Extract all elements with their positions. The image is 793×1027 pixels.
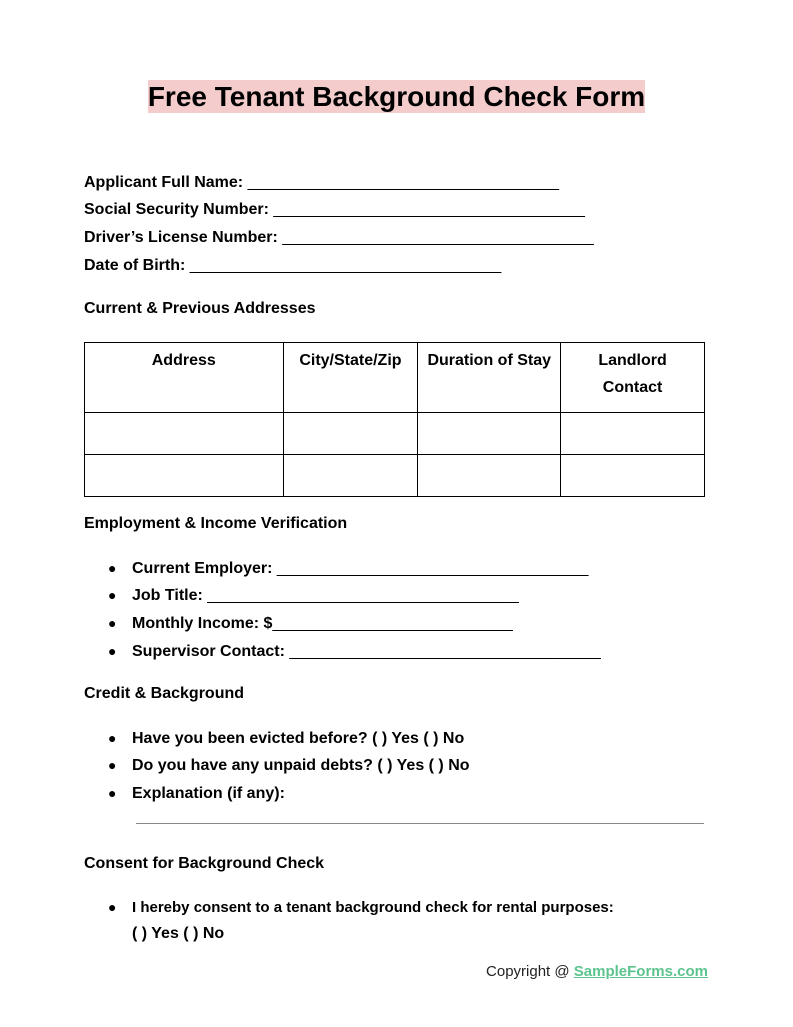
field-label: Driver’s License Number:	[84, 229, 278, 246]
unpaid-debts-question[interactable]	[108, 755, 470, 776]
current-employer-field[interactable]	[108, 558, 588, 579]
field-blank[interactable]: ___________________________________	[289, 643, 601, 660]
table-cell[interactable]	[561, 455, 705, 497]
job-title-field[interactable]	[108, 585, 519, 606]
table-cell[interactable]	[418, 455, 561, 497]
table-cell[interactable]	[85, 413, 284, 455]
bullet-icon: ●	[108, 730, 117, 746]
bullet-icon: ●	[108, 587, 117, 603]
field-label: Applicant Full Name:	[84, 174, 244, 191]
address-table	[84, 342, 705, 497]
field-blank[interactable]: ___________________________________	[207, 587, 519, 604]
explanation-line[interactable]	[136, 823, 704, 824]
employment-heading: Employment & Income Verification	[84, 515, 348, 532]
consent-heading: Consent for Background Check	[84, 855, 325, 872]
ssn-field[interactable]	[84, 200, 585, 220]
column-header-landlord-contact: Landlord Contact	[561, 343, 705, 413]
date-of-birth-field[interactable]	[84, 256, 501, 276]
column-header-city-state-zip: City/State/Zip	[283, 343, 418, 413]
applicant-name-field[interactable]	[84, 173, 559, 193]
copyright-text: Copyright @	[486, 963, 574, 980]
addresses-heading: Current & Previous Addresses	[84, 300, 316, 317]
bullet-icon: ●	[108, 560, 117, 576]
field-label: Job Title:	[132, 587, 203, 604]
footer-copyright	[486, 962, 708, 982]
field-label: Supervisor Contact:	[132, 643, 285, 660]
field-label: Explanation (if any):	[132, 785, 285, 802]
field-blank[interactable]: ___________________________________	[273, 201, 585, 218]
table-cell[interactable]	[283, 455, 418, 497]
bullet-icon: ●	[108, 615, 117, 631]
field-blank[interactable]: ___________________________________	[189, 257, 502, 274]
table-row	[85, 455, 705, 497]
table-cell[interactable]	[418, 413, 561, 455]
bullet-icon: ●	[108, 757, 117, 773]
supervisor-contact-field[interactable]	[108, 641, 601, 662]
page-title: Free Tenant Background Check Form	[147, 81, 646, 112]
bullet-icon: ●	[108, 785, 117, 801]
consent-text: I hereby consent to a tenant background check for rental purposes:	[132, 899, 614, 916]
explanation-field[interactable]	[108, 783, 285, 804]
field-label: Monthly Income: $	[132, 615, 273, 632]
consent-options[interactable]: ( ) Yes ( ) No	[132, 925, 225, 942]
column-header-duration: Duration of Stay	[418, 343, 561, 413]
table-cell[interactable]	[561, 413, 705, 455]
field-blank[interactable]: ___________________________	[272, 615, 513, 632]
question-text[interactable]: Have you been evicted before? ( ) Yes ( ) No	[132, 730, 465, 747]
question-text[interactable]: Do you have any unpaid debts? ( ) Yes ( ) No	[132, 757, 470, 774]
table-cell[interactable]	[85, 455, 284, 497]
consent-statement	[108, 897, 614, 918]
bullet-icon: ●	[108, 643, 117, 659]
field-blank[interactable]: ___________________________________	[282, 229, 594, 246]
field-blank[interactable]: ___________________________________	[276, 560, 589, 577]
table-cell[interactable]	[283, 413, 418, 455]
drivers-license-field[interactable]	[84, 228, 594, 248]
eviction-question[interactable]	[108, 728, 464, 749]
field-label: Date of Birth:	[84, 257, 186, 274]
field-label: Current Employer:	[132, 560, 273, 577]
title-container	[0, 80, 793, 113]
bullet-icon: ●	[108, 899, 117, 915]
column-header-address: Address	[85, 343, 284, 413]
table-header-row	[85, 343, 705, 413]
sampleforms-link[interactable]: SampleForms.com	[573, 963, 708, 980]
credit-heading: Credit & Background	[84, 685, 245, 702]
monthly-income-field[interactable]	[108, 613, 513, 634]
table-row	[85, 413, 705, 455]
field-label: Social Security Number:	[84, 201, 269, 218]
field-blank[interactable]: ___________________________________	[247, 174, 560, 191]
